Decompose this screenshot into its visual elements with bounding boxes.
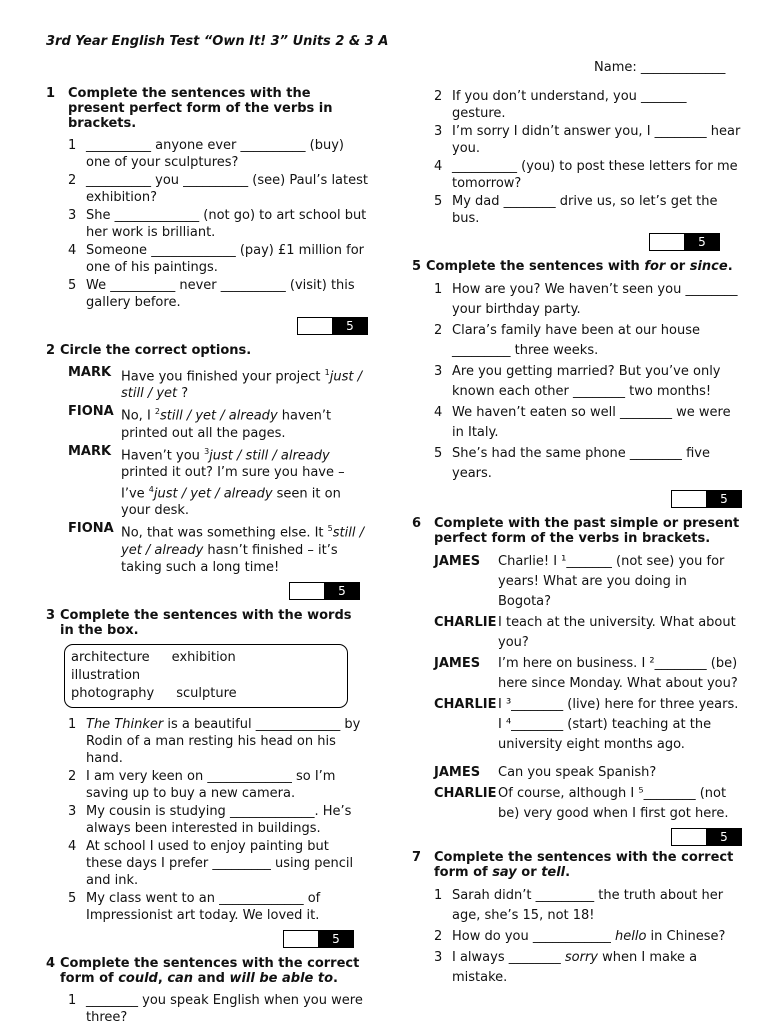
- list-item: 1 Sarah didn’t _________ the truth about her age, she’s 15, not 18!: [434, 888, 724, 923]
- name-field-label: Name: _____________: [594, 60, 726, 75]
- score-input[interactable]: [298, 318, 333, 334]
- dialogue-line: MARK Have you finished your project $^1$just / still / yet ?: [68, 365, 362, 402]
- section-heading: 4 Complete the sentences with the correct form of could, can and will be able to.: [46, 955, 360, 986]
- word-chip: photography: [71, 685, 155, 701]
- list-item: 4 Someone _____________ (pay) £1 million for one of his paintings.: [68, 243, 364, 275]
- list-item: 1 The Thinker is a beautiful _____________ by Rodin of a man resting his head on his hand.: [68, 716, 361, 766]
- list-item: 3 I’m sorry I didn’t answer you, I ________ hear you.: [434, 124, 741, 156]
- score-input[interactable]: [290, 583, 325, 599]
- list-item: 5 She’s had the same phone ________ five years.: [434, 446, 710, 481]
- list-item: 2 How do you ____________ hello in Chinese?: [434, 929, 726, 944]
- list-item: 5 My class went to an _____________ of Impressionist art today. We loved it.: [68, 890, 321, 923]
- score-input[interactable]: [650, 234, 685, 250]
- word-chip: exhibition: [171, 649, 236, 665]
- section-4: [46, 956, 368, 1026]
- right-column: [412, 88, 742, 989]
- dialogue-line: CHARLIE I ³________ (live) here for three years. I ⁴________ (start) teaching at the university eight months ago.: [434, 697, 739, 752]
- list-item: 3 My cousin is studying _____________. He’s always been interested in buildings.: [68, 803, 352, 836]
- section-heading: 1 Complete the sentences with the present perfect form of the verbs in brackets.: [46, 86, 333, 131]
- option-choice[interactable]: still / yet / already: [121, 525, 364, 558]
- page-title: 3rd Year English Test “Own It! 3” Units 2 & 3 A: [46, 34, 389, 49]
- section-1: [46, 86, 368, 335]
- section-4-continued: [412, 88, 742, 251]
- list-item: 1 How are you? We haven’t seen you ________ your birthday party.: [434, 282, 738, 317]
- list-item: 5 We __________ never __________ (visit) this gallery before.: [68, 278, 355, 310]
- list-item: 4 __________ (you) to post these letters for me tomorrow?: [434, 159, 738, 191]
- list-item: 3 She _____________ (not go) to art school but her work is brilliant.: [68, 208, 367, 240]
- section-heading: 3 Complete the sentences with the words in the box.: [46, 607, 352, 638]
- dialogue-line: JAMES Can you speak Spanish?: [434, 765, 657, 780]
- score-input[interactable]: [284, 931, 319, 947]
- section-5: [412, 259, 742, 508]
- option-choice[interactable]: just / yet / already: [153, 486, 273, 502]
- list-item: 4 We haven’t eaten so well ________ we were in Italy.: [434, 405, 731, 440]
- section-2: [46, 343, 368, 600]
- list-item: 3 Are you getting married? But you’ve only known each other ________ two months!: [434, 364, 721, 399]
- score-box: 5: [46, 930, 354, 948]
- section-heading: 5 Complete the sentences with for or since.: [412, 259, 733, 274]
- section-heading: 7 Complete the sentences with the correct form of say or tell.: [412, 850, 734, 880]
- word-chip: sculpture: [176, 685, 237, 701]
- list-item: 3 I always ________ sorry when I make a mistake.: [434, 950, 698, 985]
- score-box: 5: [46, 317, 368, 335]
- option-choice[interactable]: just / still / yet: [121, 369, 362, 402]
- list-item: 2 I am very keen on _____________ so I’m saving up to buy a new camera.: [68, 768, 336, 801]
- list-item: 1 ________ you speak English when you were three?: [68, 992, 363, 1025]
- score-box: 5: [412, 233, 720, 251]
- left-column: [46, 86, 368, 1027]
- score-box: 5: [412, 828, 742, 846]
- list-item: 1 __________ anyone ever __________ (buy) one of your sculptures?: [68, 138, 344, 170]
- dialogue-line: JAMES Charlie! I ¹_______ (not see) you for years! What are you doing in Bogota?: [434, 554, 725, 609]
- section-heading: 2 Circle the correct options.: [46, 343, 252, 358]
- dialogue-line: JAMES I’m here on business. I ²________ (be) here since Monday. What about you?: [434, 656, 738, 691]
- score-input[interactable]: [672, 491, 707, 507]
- dialogue-line: FIONA No, I $^2$still / yet / already haven’t printed out all the pages.: [68, 404, 332, 441]
- section-7: [412, 850, 742, 988]
- section-3: [46, 608, 368, 948]
- option-choice[interactable]: still / yet / already: [160, 408, 278, 424]
- score-input[interactable]: [672, 829, 707, 845]
- list-item: 5 My dad ________ drive us, so let’s get the bus.: [434, 194, 718, 226]
- score-box: 5: [412, 490, 742, 508]
- word-chip: illustration: [71, 667, 141, 683]
- word-box: [64, 644, 348, 708]
- option-choice[interactable]: just / still / already: [209, 447, 330, 463]
- list-item: 2 Clara’s family have been at our house _________ three weeks.: [434, 323, 700, 358]
- list-item: 4 At school I used to enjoy painting but these days I prefer _________ using pencil and ink.: [68, 838, 354, 888]
- dialogue-line: CHARLIE Of course, although I ⁵________ (not be) very good when I first got here.: [434, 786, 729, 821]
- dialogue-line: MARK Haven’t you $^3$just / still / already printed it out? I’m sure you have – I’ve $^4$just / yet / already seen it on your desk.: [68, 443, 345, 519]
- section-6: [412, 516, 742, 846]
- dialogue-line: FIONA No, that was something else. It $^5$still / yet / already hasn’t finished – it’s taking such a long time!: [68, 521, 364, 575]
- list-item: 2 __________ you __________ (see) Paul’s latest exhibition?: [68, 173, 368, 205]
- list-item: 2 If you don’t understand, you _______ gesture.: [434, 89, 687, 121]
- section-heading: 6 Complete with the past simple or present perfect form of the verbs in brackets.: [412, 516, 740, 546]
- dialogue-line: CHARLIE I teach at the university. What about you?: [434, 615, 736, 650]
- score-box: 5: [46, 582, 360, 600]
- word-chip: architecture: [71, 649, 150, 665]
